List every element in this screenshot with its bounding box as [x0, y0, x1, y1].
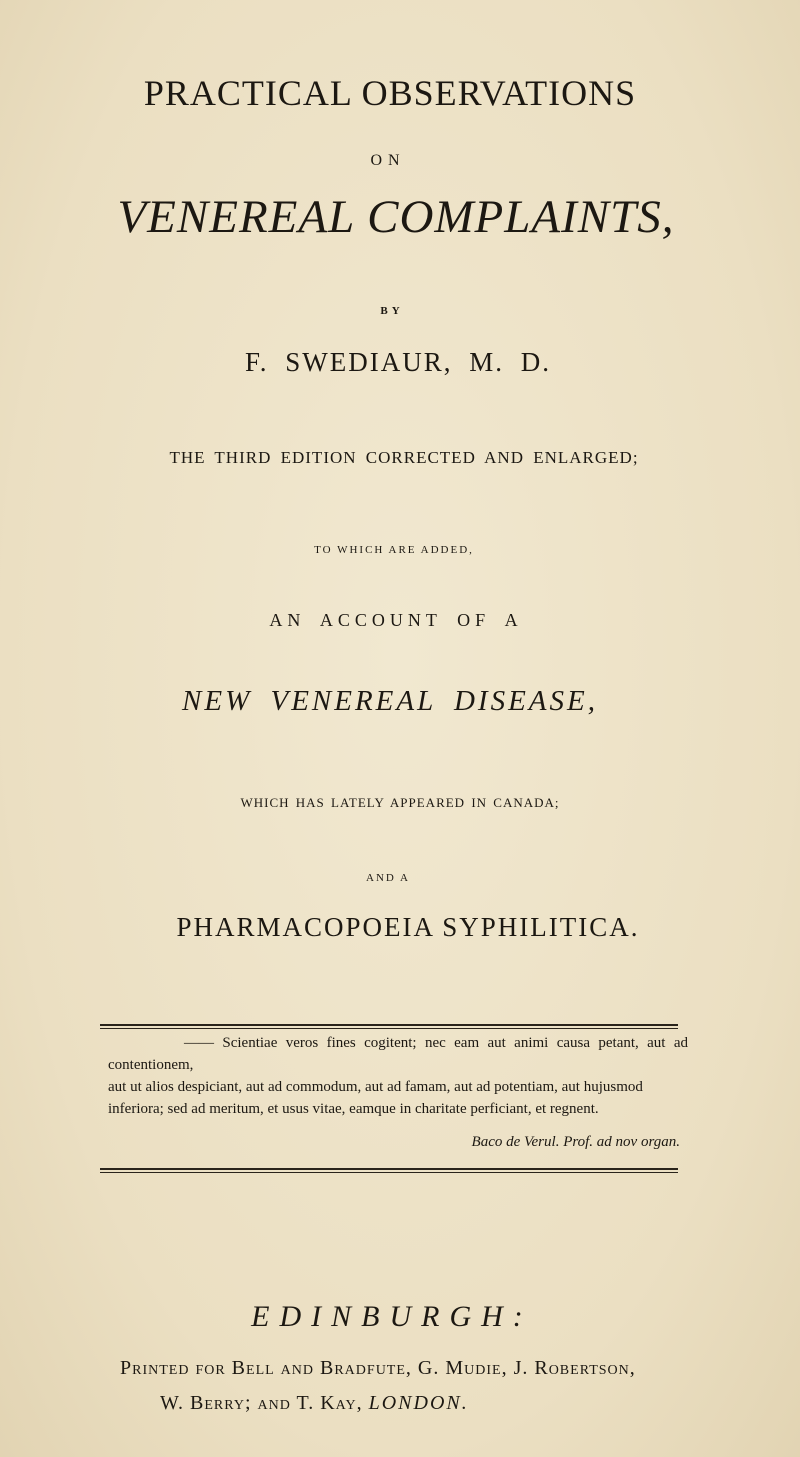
imprint-printers: Printed for Bell and Bradfute, G. Mudie, J. Robertson, — [120, 1357, 636, 1379]
author-name: F. SWEDIAUR, M. D. — [244, 347, 552, 377]
imprint-sellers-city: LONDON. — [368, 1392, 469, 1414]
epigraph-line-1: —— Scientiae veros fines cogitent; nec eam aut animi causa petant, aut ad contentionem, — [108, 1032, 688, 1076]
imprint-sellers — [160, 1392, 469, 1415]
pharmacopoeia-title: PHARMACOPOEIA SYPHILITICA. — [176, 912, 640, 942]
new-disease-title: NEW VENEREAL DISEASE, — [182, 685, 598, 717]
epigraph-bottom-rule — [100, 1168, 678, 1173]
epigraph-line-2: aut ut alios despiciant, aut ad commodum, aut ad famam, aut ad potentiam, aut hujusmod — [108, 1079, 643, 1095]
epigraph-quote — [108, 1032, 688, 1120]
book-title: PRACTICAL OBSERVATIONS — [143, 73, 637, 113]
and-a-label: AND A — [366, 872, 410, 884]
epigraph-dash: —— — [184, 1035, 214, 1051]
edition-statement: THE THIRD EDITION CORRECTED AND ENLARGED; — [169, 448, 639, 467]
added-statement: TO WHICH ARE ADDED, — [314, 544, 474, 556]
epigraph-top-rule — [100, 1024, 678, 1029]
book-subject: VENEREAL COMPLAINTS, — [117, 191, 675, 243]
epigraph-source: Baco de Verul. Prof. ad nov organ. — [471, 1134, 680, 1150]
imprint-city: EDINBURGH: — [251, 1300, 533, 1333]
imprint-sellers-names: W. Berry; and T. Kay, — [160, 1392, 363, 1414]
account-statement: AN ACCOUNT OF A — [269, 610, 523, 630]
title-connector-on: ON — [370, 152, 406, 169]
epigraph-line-3: inferiora; sed ad meritum, et usus vitae, eamque in charitate perficiant, et regnent. — [108, 1101, 599, 1117]
by-label: BY — [380, 305, 404, 317]
canada-statement: WHICH HAS LATELY APPEARED IN CANADA; — [240, 795, 560, 810]
